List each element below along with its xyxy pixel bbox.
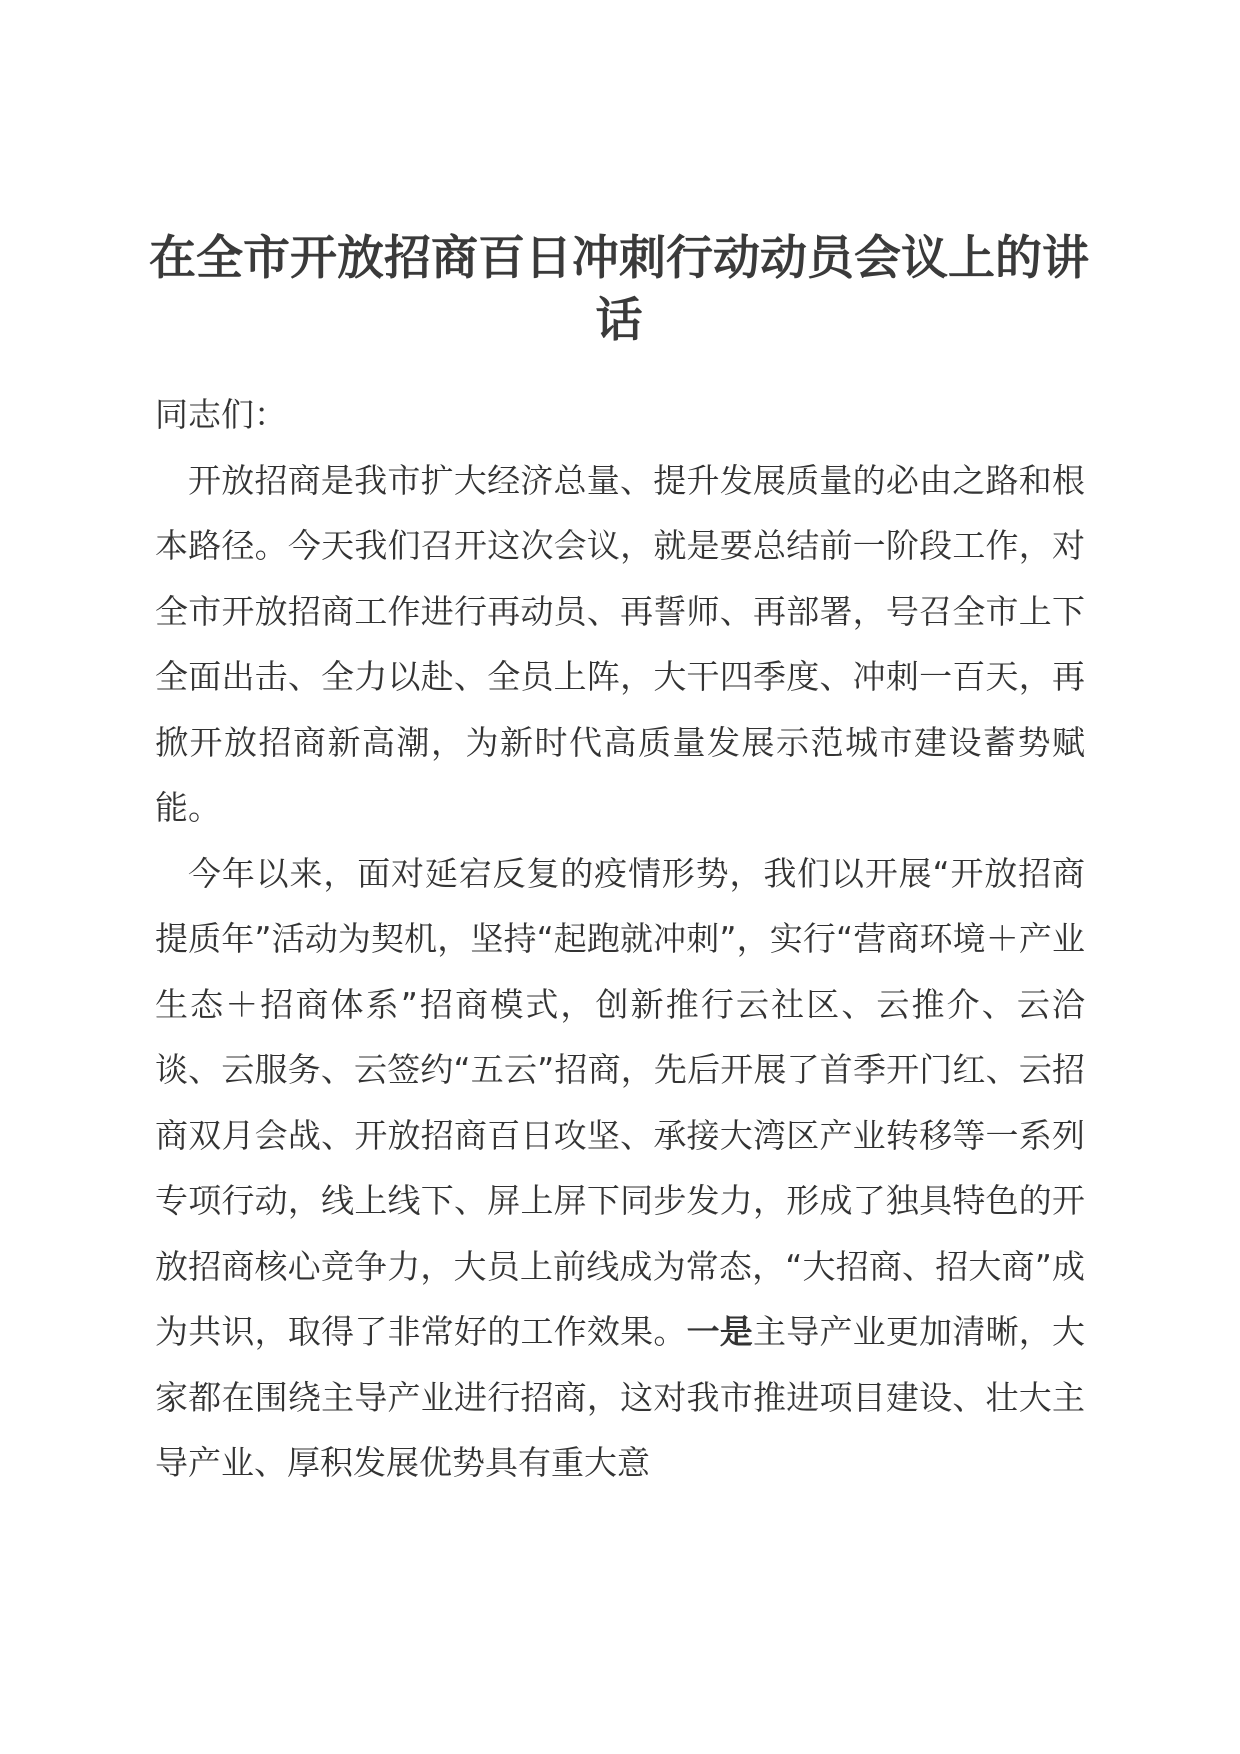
paragraph-2-tail: 主导产业更加清晰，大家都在围绕主导产业进行招商，这对我市推进项目建设、壮大主导产业、厚积发展优势具有重大意 bbox=[155, 1312, 1086, 1482]
paragraph-2-text: 今年以来，面对延宕反复的疫情形势，我们以开展“开放招商提质年”活动为契机，坚持“起跑就冲刺”，实行“营商环境＋产业生态＋招商体系”招商模式，创新推行云社区、云推介、云洽谈、云服务、云签约“五云”招商，先后开展了首季开门红、云招商双月会战、开放招商百日攻坚、承接大湾区产业转移等一系列专项行动，线上线下、屏上屏下同步发力，形成了独具特色的开放招商核心竞争力，大员上前线成为常态，“大招商、招大商”成为共识，取得了非常好的工作效果。 bbox=[155, 853, 1085, 1351]
paragraph-1: 开放招商是我市扩大经济总量、提升发展质量的必由之路和根本路径。今天我们召开这次会议，就是要总结前一阶段工作，对全市开放招商工作进行再动员、再誓师、再部署，号召全市上下全面出击、全力以赴、全员上阵，大干四季度、冲刺一百天，再掀开放招商新高潮，为新时代高质量发展示范城市建设蓄势赋能。 bbox=[155, 460, 1085, 827]
paragraph-2 bbox=[155, 841, 1085, 1496]
paragraph-2-bold-marker: 一是 bbox=[686, 1312, 754, 1351]
document-title: 在全市开放招商百日冲刺行动动员会议上的讲话 bbox=[149, 231, 1089, 348]
document-body bbox=[155, 382, 1085, 1496]
salutation: 同志们： bbox=[155, 395, 287, 434]
